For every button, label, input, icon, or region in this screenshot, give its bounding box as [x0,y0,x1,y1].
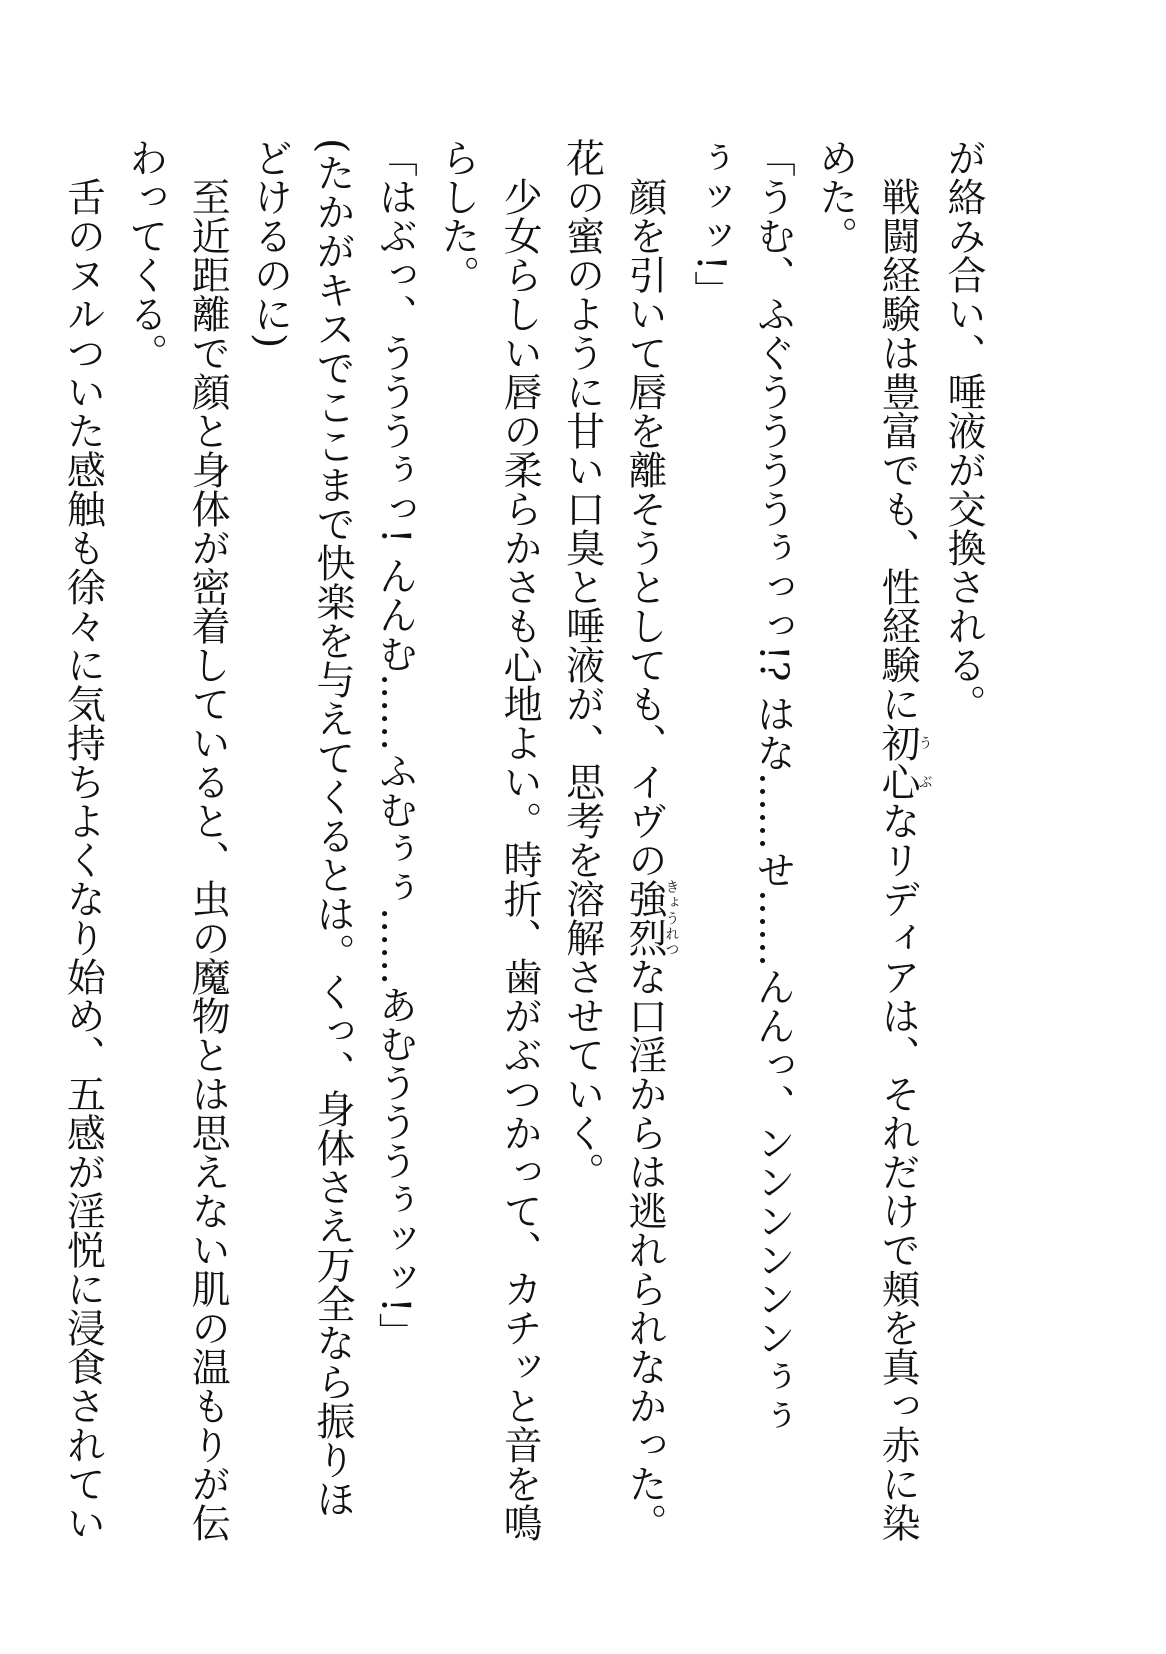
text-line [176,138,238,1638]
ruby-word [875,723,933,801]
text-segment: なリディアは、それだけで頬を真っ赤に染 [875,801,921,1542]
text-segment: 舌のヌルついた感触も徐々に気持ちよくなり始め、五感が淫悦に浸食されてい [60,177,106,1542]
text-segment: 顔を引いて唇を離そうとしても、イヴの [621,177,667,879]
text-segment: 至近距離で顔と身体が密着していると、虫の魔物とは思えない肌の温もりが伝 [185,177,231,1542]
text-segment: 「はぶっ、うううぅっ! んんむ……ふむぅぅ……あむうううぅッッ!」 [372,138,418,1352]
text-line [425,138,487,1638]
text-segment: 「うむ、ふぐううううぅっっ!? はな……せ……んんっ、ンンンンンンぅぅ [750,138,796,1435]
text-line [550,138,612,1638]
text-segment: (たかがキスでここまで快楽を与えてくるとは。くっ、身体さえ万全なら振りほ [309,138,355,1519]
text-segment: 戦闘経験は豊富でも、性経験に [875,177,921,723]
text-line [488,138,550,1638]
text-line [51,138,113,1638]
text-line [613,138,679,1638]
vertical-text-body [51,138,994,1638]
text-segment: わってくる。 [122,138,168,372]
text-segment: ぅッッ!」 [687,138,733,310]
ruby-base: 初心 [875,723,921,801]
text-segment: めた。 [812,138,858,255]
text-line [866,138,932,1638]
text-line [678,138,740,1638]
text-line [803,138,865,1638]
text-segment: 花の蜜のように甘い口臭と唾液が、思考を溶解させていく。 [559,138,605,1191]
text-line [301,138,363,1638]
text-segment: らした。 [434,138,480,294]
ruby-base: 強烈 [621,879,667,957]
ruby-reading: きょうれつ [663,879,680,957]
text-segment: な口淫からは逃れられなかった。 [621,957,667,1542]
text-segment: が絡み合い、唾液が交換される。 [941,138,986,723]
text-segment: 少女らしい唇の柔らかさも心地よい。時折、歯がぶつかって、カチッと音を鳴 [497,177,543,1542]
text-line [741,138,803,1638]
ruby-word [621,879,680,957]
text-line [932,138,994,1638]
text-segment: どけるのに) [247,138,293,349]
text-line [238,138,300,1638]
ruby-reading: うぶ [916,723,933,801]
text-line [363,138,425,1638]
text-line [113,138,175,1638]
